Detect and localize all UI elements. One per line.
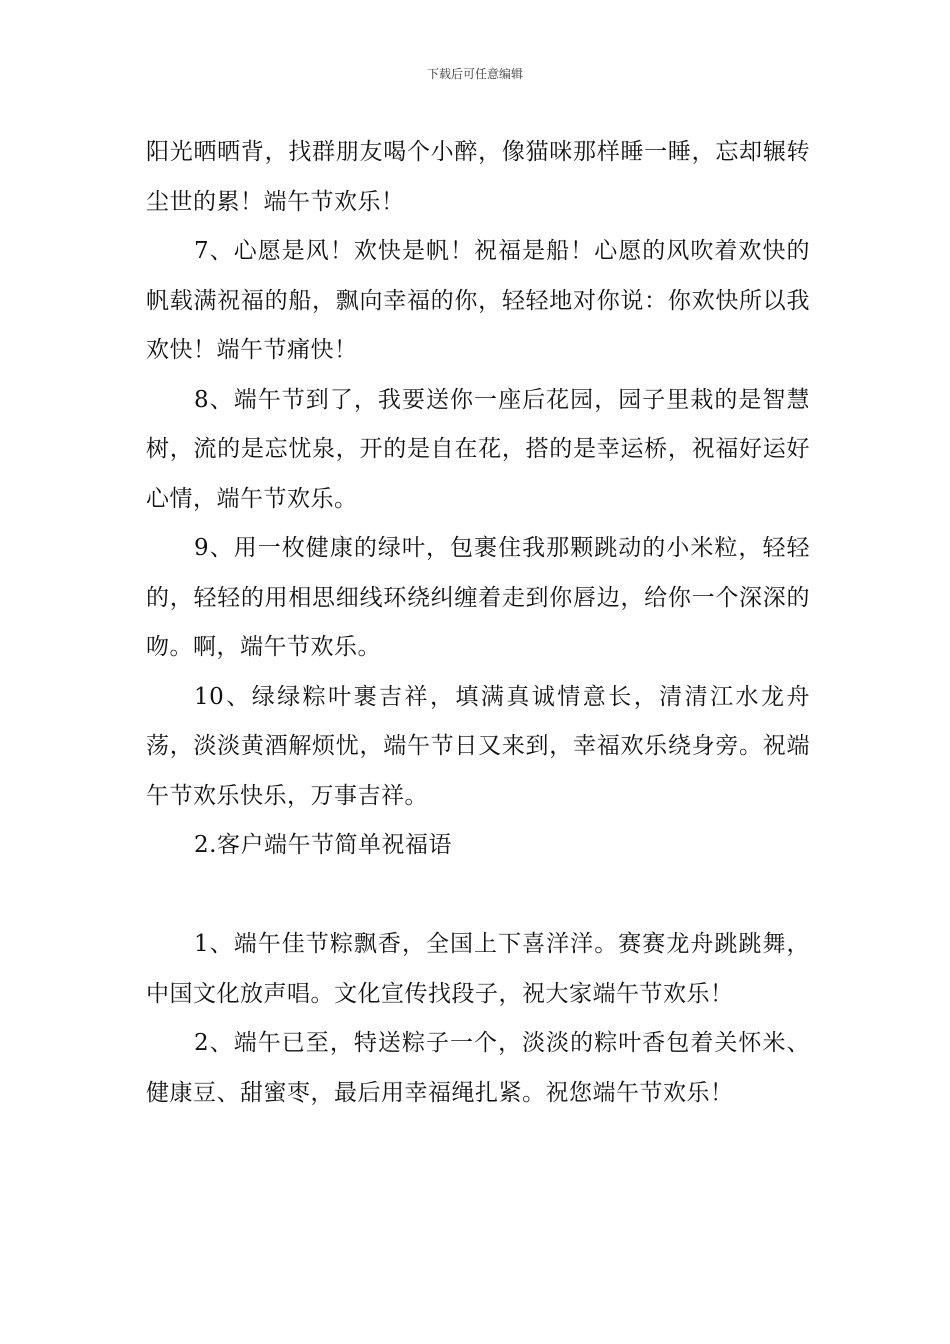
section-item-2: 2、端午已至，特送粽子一个，淡淡的粽叶香包着关怀米、健康豆、甜蜜枣，最后用幸福绳扎紧。祝您端午节欢乐！ [146,1030,810,1106]
document-body [146,128,810,1118]
blank-line [146,871,810,921]
paragraph-item-9: 9、用一枚健康的绿叶，包裹住我那颗跳动的小米粒，轻轻的，轻轻的用相思细线环绕纠缠着走到你唇边，给你一个深深的吻。啊，端午节欢乐。 [146,535,810,660]
section-item-1: 1、端午佳节粽飘香，全国上下喜洋洋。赛赛龙舟跳跳舞，中国文化放声唱。文化宣传找段子，祝大家端午节欢乐！ [146,931,810,1007]
paragraph-item-10: 10、绿绿粽叶裹吉祥，填满真诚情意长，清清江水龙舟荡，淡淡黄酒解烦忧，端午节日又来到，幸福欢乐绕身旁。祝端午节欢乐快乐，万事吉祥。 [146,683,810,809]
page-header: 下载后可任意编辑 [426,67,523,81]
paragraph-item-8: 8、端午节到了，我要送你一座后花园，园子里栽的是智慧树，流的是忘忧泉，开的是自在花，搭的是幸运桥，祝福好运好心情，端午节欢乐。 [146,386,810,512]
section-heading: 2.客户端午节简单祝福语 [194,832,452,858]
paragraph-continuation: 阳光晒晒背，找群朋友喝个小醉，像猫咪那样睡一睡，忘却辗转尘世的累！端午节欢乐！ [146,139,810,215]
paragraph-item-7: 7、心愿是风！欢快是帆！祝福是船！心愿的风吹着欢快的帆载满祝福的船，飘向幸福的你，轻轻地对你说：你欢快所以我欢快！端午节痛快！ [146,238,810,363]
